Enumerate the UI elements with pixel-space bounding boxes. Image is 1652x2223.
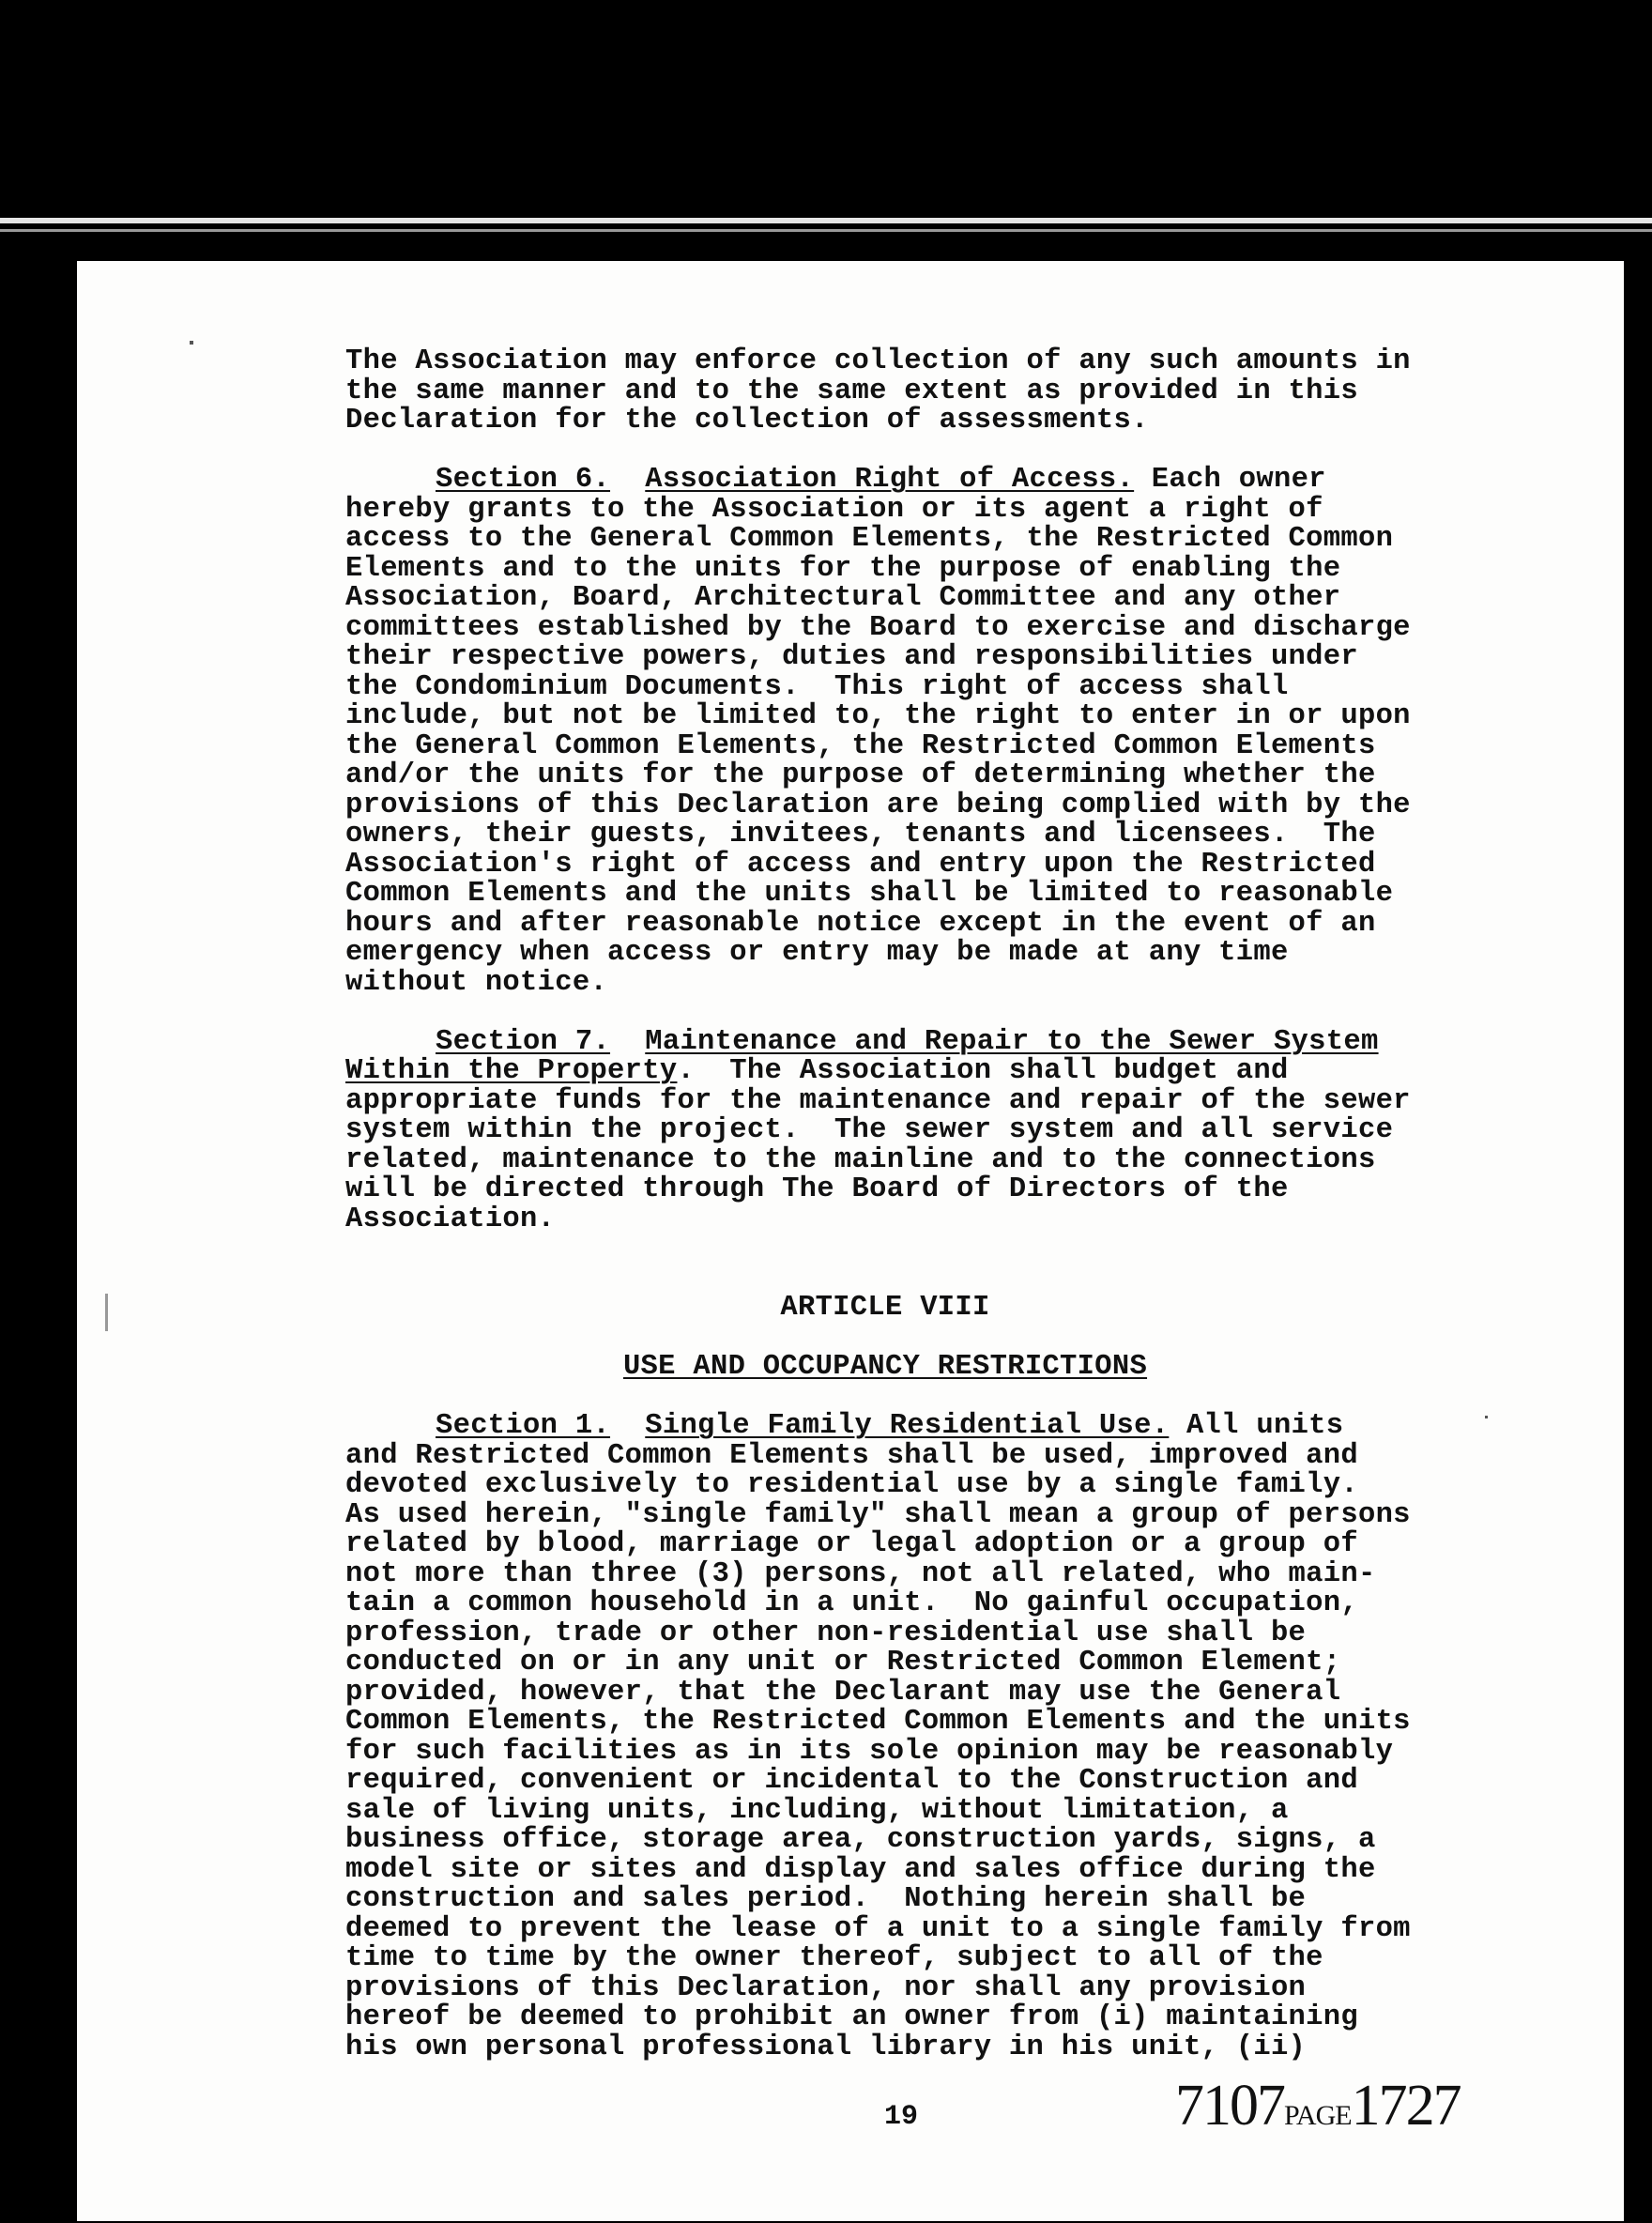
text-line: their respective powers, duties and responsibilities under <box>345 641 1358 673</box>
scan-top-band <box>0 0 1652 143</box>
section-label: Section 1. <box>436 1410 611 1442</box>
section-title-continued: Within the Property <box>345 1055 678 1087</box>
text-line: without notice. <box>345 966 608 999</box>
text-line: hereby grants to the Association or its agent a right of <box>345 493 1323 526</box>
text-line: business office, storage area, construction yards, signs, a <box>345 1824 1376 1856</box>
text-line: hours and after reasonable notice except in the event of an <box>345 907 1376 940</box>
text-line: the same manner and to the same extent as provided in this <box>345 375 1358 407</box>
section-label: Section 6. <box>436 464 611 496</box>
text-line: Association's right of access and entry upon the Restricted <box>345 848 1376 881</box>
text-line: and Restricted Common Elements shall be used, improved and <box>345 1439 1358 1472</box>
text-line: required, convenient or incidental to the Construction and <box>345 1765 1358 1797</box>
text-line: Declaration for the collection of assessments. <box>345 405 1149 437</box>
text-line: hereof be deemed to prohibit an owner from (i) maintaining <box>345 2001 1358 2033</box>
text-line: construction and sales period. Nothing herein shall be <box>345 1883 1307 1915</box>
text-line: tain a common household in a unit. No gainful occupation, <box>345 1587 1358 1619</box>
text-line: the Condominium Documents. This right of access shall <box>345 670 1289 703</box>
text-line: profession, trade or other non-residential use shall be <box>345 1617 1307 1649</box>
text-line: deemed to prevent the lease of a unit to a single family from <box>345 1912 1411 1945</box>
text-line: devoted exclusively to residential use by a single family. <box>345 1469 1358 1501</box>
text-line: Association. <box>345 1203 556 1235</box>
paragraph-section-6 <box>345 466 1566 998</box>
text-line: and/or the units for the purpose of determining whether the <box>345 759 1376 791</box>
text-line: The Association may enforce collection of any such amounts in <box>345 345 1411 377</box>
stamp-page-label: PAGE <box>1284 2100 1352 2131</box>
article-number: ARTICLE VIII <box>780 1292 990 1324</box>
stamp-page-number: 1727 <box>1351 2074 1461 2138</box>
article-title <box>345 1353 1425 1383</box>
article-title-text: USE AND OCCUPANCY RESTRICTIONS <box>622 1351 1148 1383</box>
text-line: time to time by the owner thereof, subject to all of the <box>345 1942 1323 1974</box>
text-line: provisions of this Declaration are being complied with by the <box>345 789 1411 821</box>
scan-speck <box>190 341 193 345</box>
text-fragment: All units <box>1169 1410 1344 1442</box>
section-title: Association Right of Access. <box>645 464 1135 496</box>
text-line: owners, their guests, invitees, tenants and licensees. The <box>345 819 1376 851</box>
text-line: appropriate funds for the maintenance and repair of the sewer <box>345 1084 1411 1117</box>
section-title: Maintenance and Repair to the Sewer System <box>645 1025 1379 1058</box>
text-line: system within the project. The sewer system and all service <box>345 1114 1394 1146</box>
paragraph-section-7 <box>345 1025 1566 1235</box>
text-line: will be directed through The Board of Directors of the <box>345 1173 1289 1205</box>
text-line: related, maintenance to the mainline and to the connections <box>345 1143 1376 1176</box>
section-label: Section 7. <box>436 1025 611 1058</box>
scan-speck <box>105 1294 108 1331</box>
document-body <box>345 347 1566 2093</box>
text-line: include, but not be limited to, the right to enter in or upon <box>345 700 1411 732</box>
text-fragment: . The Association shall budget and <box>677 1055 1289 1087</box>
text-line: Elements and to the units for the purpose of enabling the <box>345 552 1341 585</box>
stamp-book-number: 7107 <box>1175 2074 1284 2138</box>
text-line: access to the General Common Elements, the Restricted Common <box>345 523 1394 555</box>
paragraph-section-1 <box>345 1412 1566 2062</box>
text-line: conducted on or in any unit or Restricted Common Element; <box>345 1647 1341 1679</box>
text-line: committees established by the Board to exercise and discharge <box>345 611 1411 644</box>
text-line: Common Elements and the units shall be limited to reasonable <box>345 878 1394 910</box>
text-line: Association, Board, Architectural Committee and any other <box>345 582 1341 614</box>
text-line: his own personal professional library in his unit, (ii) <box>345 2031 1307 2063</box>
document-page <box>77 261 1624 2221</box>
text-line: sale of living units, including, without limitation, a <box>345 1794 1289 1827</box>
section-heading-line <box>345 466 1566 496</box>
text-line: model site or sites and display and sales office during the <box>345 1853 1376 1886</box>
section-heading-line <box>345 1025 1566 1058</box>
text-line: As used herein, "single family" shall mean a group of persons <box>345 1498 1411 1531</box>
recording-stamp <box>1175 2073 1461 2139</box>
text-line: provided, however, that the Declarant may use the General <box>345 1676 1341 1709</box>
scan-artifact-line <box>0 218 1652 223</box>
section-heading-line <box>345 1412 1566 1442</box>
text-line: provisions of this Declaration, nor shall any provision <box>345 1971 1307 2004</box>
section-heading-line-2 <box>345 1057 1566 1087</box>
text-line: for such facilities as in its sole opinion may be reasonably <box>345 1735 1394 1768</box>
text-line: emergency when access or entry may be made at any time <box>345 937 1289 969</box>
text-line: Common Elements, the Restricted Common Elements and the units <box>345 1706 1411 1738</box>
section-title: Single Family Residential Use. <box>645 1410 1170 1442</box>
page-number: 19 <box>884 2101 919 2133</box>
text-fragment: Each owner <box>1134 464 1326 496</box>
text-line: related by blood, marriage or legal adoption or a group of <box>345 1528 1358 1560</box>
text-line: the General Common Elements, the Restricted Common Elements <box>345 729 1376 762</box>
paragraph-collection <box>345 347 1566 437</box>
text-line: not more than three (3) persons, not all related, who main- <box>345 1557 1376 1590</box>
scan-artifact-line <box>0 229 1652 232</box>
